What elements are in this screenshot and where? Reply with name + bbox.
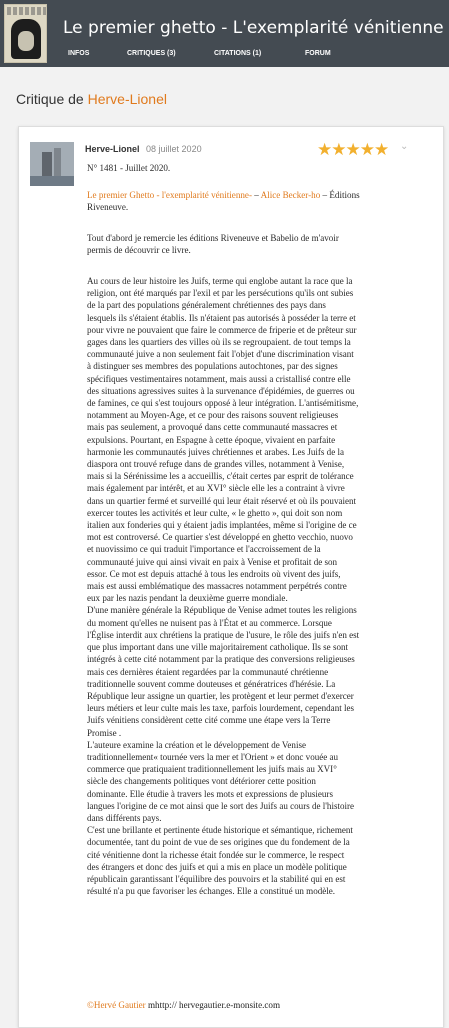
intro-paragraph: Tout d'abord je remercie les éditions Riveneuve et Babelio de m'avoir permis de découvrir ce livre.: [87, 233, 339, 256]
review-date: 08 juillet 2020: [146, 144, 202, 154]
review-number-line: N° 1481 - Juillet 2020.: [87, 163, 171, 173]
review-card: [18, 126, 444, 1028]
star-rating: ★★★★★: [317, 140, 389, 160]
tab-forum[interactable]: FORUM: [305, 50, 331, 57]
publisher-line: Riveneuve.: [87, 202, 129, 212]
book-title[interactable]: Le premier ghetto - L'exemplarité vénitienne: [63, 18, 444, 38]
avatar-water: [30, 176, 74, 186]
page-title: [16, 91, 167, 107]
review-signature: [87, 1000, 280, 1010]
signature-url: mhttp:// hervegautier.e-monsite.com: [145, 1000, 281, 1010]
review-intro: [87, 232, 439, 256]
tab-citations[interactable]: CITATIONS (1): [214, 50, 262, 57]
tab-critiques[interactable]: CRITIQUES (3): [127, 50, 176, 57]
cover-title-text: [7, 7, 46, 15]
author-link[interactable]: Alice Becker-ho: [260, 190, 321, 200]
book-link[interactable]: Le premier Ghetto - l'exemplarité vénitienne-: [87, 190, 253, 200]
chevron-down-icon[interactable]: ⌄: [400, 141, 409, 152]
book-nav: [0, 50, 449, 64]
publisher-text: – Éditions: [320, 190, 360, 200]
user-avatar[interactable]: [30, 142, 74, 186]
review-body-text: Au cours de leur histoire les Juifs, terme qui englobe autant la race que la religion, ont été marqués par l'exil et par les persécutions qu'ils ont subies de la part des populations généralement chrétiennes des pays dans lesquels ils s'étaient établis. Ils n'étaient pas autorisés à posséder la terre et pour vivre ne pouvaient que faire le commerce de friperie et de prêteur sur gages dans les quartiers des villes où ils se regroupaient. de tout temps la communauté juive a non seulement fait l'objet d'une discrimination visant à distinguer ses membres des populations autochtones, par des signes spécifiques vestimentaires notamment, mais aussi a cristallisé contre elle des situations agressives suites à la survenance d'épidémies, de guerres ou de famines, ce qui s'est toujours opposé à leur intégration. L'antisémitisme, notamment au Moyen-Age, et ce pour des raisons souvent religieuses mais pas seulement, a provoqué dans cette communauté massacres et expulsions. Pourtant, en Espagne à cette époque, vivaient en parfaite harmonie les communautés juives chrétiennes et arabes. Les Juifs de la diaspora ont trouvé refuge dans de grandes villes, notamment à Venise, mais si la Sérénissime les a accueillis, c'était certes par esprit de tolérance mais également par intérêt, et au XVI° siècle elle les a contraint à vivre dans un quartier fermé et surveillé qui leur était réservé et où ils pouvaient exercer toutes les activités et leur culte, « le ghetto », qui doit son nom italien aux fonderies qui y étaient jadis implantées, même si l'origine de ce mot est controversé. Ce quartier s'est développé en ghetto vecchio, nuovo et nuovissimo ce qui traduit l'importance et l'accroissement de la communauté juive qui ainsi vivait en paix à Venise et profitait de son essor. Ce mot est depuis attaché à tous les endroits où vivent des juifs, mais est aussi emblématique des massacres notamment perpétrés contre eux par les nazis pendant la deuxième guerre mondiale. D'une manière générale la République de Venise admet toutes les religions du moment qu'elles ne nuisent pas à l'État et au commerce. Lorsque l'Église interdit aux chrétiens la pratique de l'usure, le rôle des juifs n'en est que plus important dans une ville majoritairement catholique. Ils se sont intégrés à cette cité notamment par la pratique des conversions religieuses mais ces dernières étaient regardées par la communauté chrétienne traditionnelle souvent comme douteuses et génératrices d'hérésie. La République leur assigne un quartier, les protègent et leur permet d'exercer leurs métiers et leur culte mais les taxe, parfois lourdement, cependant les Juifs vénitiens considèrent cette cité comme une étape vers la Terre Promise . L'auteure examine la création et le développement de Venise traditionnellement« tournée vers la mer et l'Orient » et donc vouée au commerce que pratiquaient traditionnellement les juifs mais au XVI° siècle des changements politiques vont détériorer cette position dominante. Elle étudie à travers les mots et expressions de plusieurs langues l'origine de ce mot ainsi que le sort des Juifs au cours de l'histoire dans différents pays. C'est une brillante et pertinente étude historique et sémantique, richement documentée, tant du point de vue de ses origines que du fondement de la cité vénitienne dont la richesse était fondée sur le commerce, le respect des étrangers et donc des juifs et qui a mis en place un modèle politique républicain garantissant l'équilibre des pouvoirs et la stabilité qui en est résulté n'a pu que favoriser les échanges. Elle a constitué un modèle.: [87, 276, 360, 897]
book-reference: [87, 190, 360, 200]
tab-infos[interactable]: INFOS: [68, 50, 90, 57]
copyright-symbol: ©: [87, 1000, 94, 1010]
signature-name[interactable]: Hervé Gautier: [93, 1000, 146, 1010]
ref-separator: –: [252, 190, 261, 200]
review-author[interactable]: Herve-Lionel: [85, 144, 140, 154]
page-title-prefix: Critique de: [16, 91, 84, 107]
page-title-user-link[interactable]: Herve-Lionel: [87, 91, 167, 107]
review-meta: [85, 144, 202, 154]
header-bar: [0, 0, 449, 67]
review-body: [87, 275, 439, 897]
